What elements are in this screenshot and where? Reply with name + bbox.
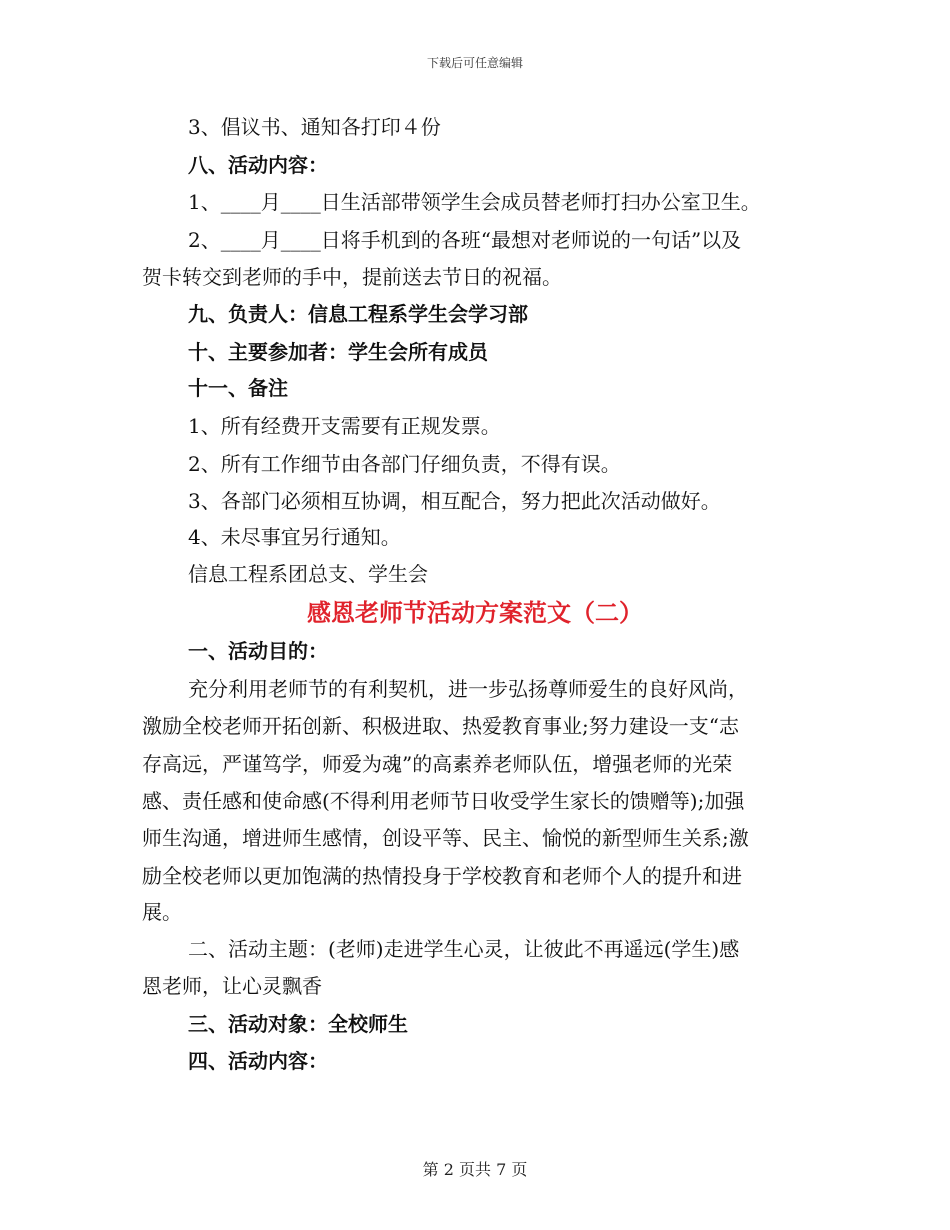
body-line: 贺卡转交到老师的手中，提前送去节日的祝福。: [142, 265, 562, 289]
page-footer: 第 2 页共 7 页: [422, 1160, 528, 1179]
section-heading: 四、活动内容：: [188, 1049, 328, 1073]
body-line: 激励全校老师开拓创新、积极进取、热爱教育事业;努力建设一支“志: [142, 714, 739, 738]
body-line: 3、各部门必须相互协调，相互配合，努力把此次活动做好。: [188, 489, 721, 513]
body-line: 2、____月____日将手机到的各班“最想对老师说的一句话”以及: [188, 228, 742, 252]
body-line: 感、责任感和使命感(不得利用老师节日收受学生家长的馈赠等);加强: [142, 789, 745, 813]
section-heading: 十一、备注: [188, 376, 288, 400]
section-heading: 十、主要参加者：学生会所有成员: [188, 340, 488, 364]
section-heading: 一、活动目的：: [188, 639, 328, 663]
document-title: 感恩老师节活动方案范文（二）: [307, 599, 643, 627]
body-line: 存高远，严谨笃学，师爱为魂”的高素养老师队伍，增强老师的光荣: [142, 752, 733, 776]
body-line: 励全校老师以更加饱满的热情投身于学校教育和老师个人的提升和进: [142, 864, 742, 888]
body-line: 1、所有经费开支需要有正规发票。: [188, 414, 501, 438]
body-line: 恩老师，让心灵飘香: [142, 974, 322, 998]
body-line: 信息工程系团总支、学生会: [188, 562, 428, 586]
body-line: 4、未尽事宜另行通知。: [188, 525, 401, 549]
section-heading: 九、负责人：信息工程系学生会学习部: [188, 302, 528, 326]
body-line: 师生沟通，增进师生感情，创设平等、民主、愉悦的新型师生关系;激: [142, 826, 749, 850]
section-heading: 三、活动对象：全校师生: [188, 1012, 408, 1036]
body-line: 展。: [142, 900, 182, 924]
body-line: 3、倡议书、通知各打印４份: [188, 115, 441, 139]
body-line: 1、____月____日生活部带领学生会成员替老师打扫办公室卫生。: [188, 190, 761, 214]
body-line: 充分利用老师节的有利契机，进一步弘扬尊师爱生的良好风尚，: [188, 677, 748, 701]
body-line: 二、活动主题：(老师)走进学生心灵，让彼此不再遥远(学生)感: [188, 937, 740, 961]
body-line: 2、所有工作细节由各部门仔细负责，不得有误。: [188, 452, 621, 476]
page-header: 下载后可任意编辑: [426, 56, 523, 70]
section-heading: 八、活动内容：: [188, 153, 328, 177]
